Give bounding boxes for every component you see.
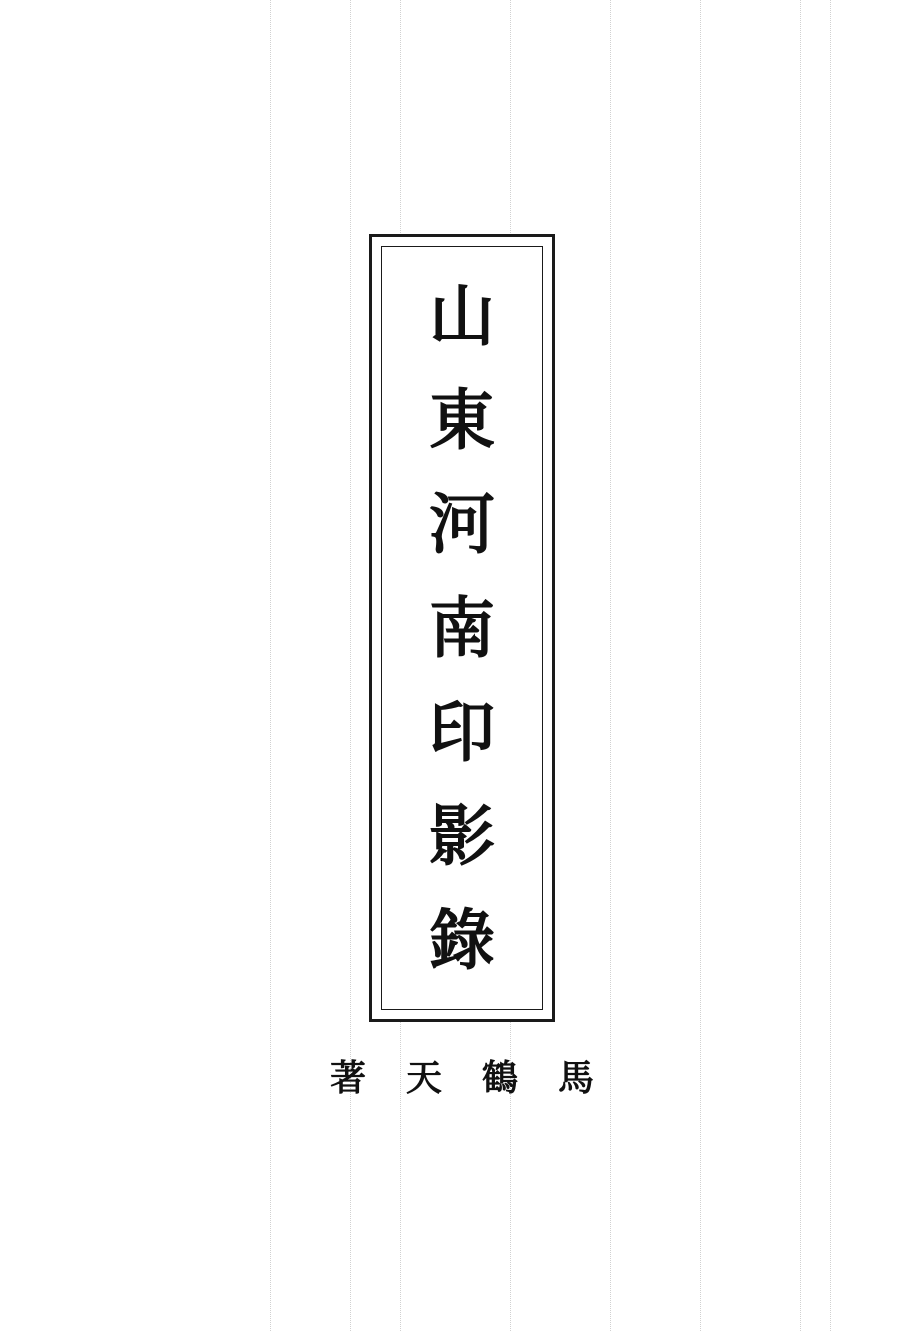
title-char: 錄 [429, 901, 495, 979]
guide-line [610, 0, 612, 1331]
title-char: 印 [429, 693, 495, 771]
guide-line [800, 0, 802, 1331]
guide-line [700, 0, 702, 1331]
title-char: 南 [429, 589, 495, 667]
author-char: 馬 [557, 1057, 594, 1099]
author-char: 著 [330, 1057, 367, 1099]
author-char: 鶴 [481, 1057, 518, 1099]
author-byline [330, 1057, 594, 1099]
book-title-vertical [372, 277, 552, 979]
title-char: 河 [429, 485, 495, 563]
guide-line [830, 0, 832, 1331]
guide-line [350, 0, 352, 1331]
title-frame [369, 234, 555, 1022]
title-char: 影 [429, 797, 495, 875]
title-char: 山 [429, 277, 495, 355]
author-char: 天 [405, 1057, 442, 1099]
guide-line [270, 0, 272, 1331]
title-char: 東 [429, 381, 495, 459]
